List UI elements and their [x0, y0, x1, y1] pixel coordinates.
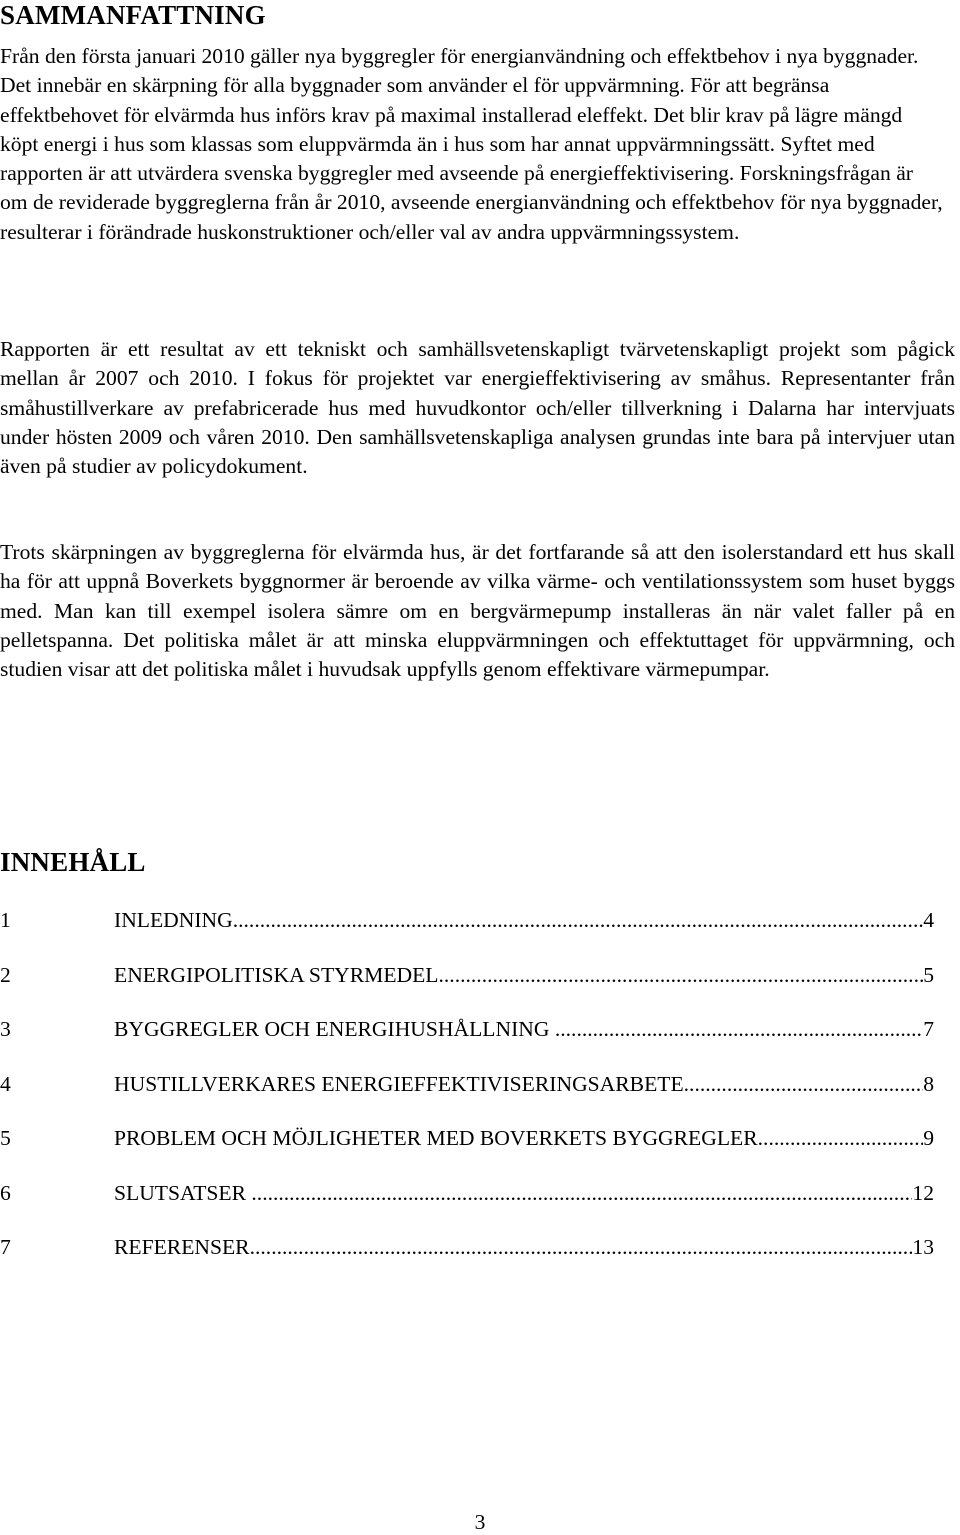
page-number: 3 [474, 1510, 486, 1534]
toc-entry-page: 8 [923, 1071, 934, 1096]
toc-dot-leader [439, 960, 924, 990]
toc-entry-page: 4 [923, 908, 934, 932]
toc-dot-leader [555, 1014, 923, 1044]
toc-entry-page: 5 [923, 962, 934, 987]
toc-heading: INNEHÅLL [0, 847, 146, 877]
toc-entry-2[interactable] [0, 960, 934, 1015]
toc-entry-3[interactable] [0, 1014, 934, 1069]
toc-entry-title: SLUTSATSER [114, 1180, 252, 1205]
toc-entry-number: 2 [0, 962, 11, 987]
toc-dot-leader [233, 905, 923, 935]
toc-entry-6[interactable] [0, 1178, 934, 1233]
toc-entry-title: HUSTILLVERKARES ENERGIEFFEKTIVISERINGSARBETE [114, 1071, 684, 1096]
toc-entry-title: PROBLEM OCH MÖJLIGHETER MED BOVERKETS BYGGREGLER [114, 1126, 758, 1150]
summary-paragraph-1: Från den första januari 2010 gäller nya byggregler för energianvändning och effektbehov i nya byggnader. Det innebär en skärpning för alla byggnader som använder el för uppvärmning. För att begränsa effektbehovet för elvärmda hus införs krav på maximal installerad eleffekt. Det blir krav på lägre mängd köpt energi i hus som klassas som eluppvärmda än i hus som har annat uppvärmningssätt. Syftet med rapporten är att utvärdera svenska byggregler med avseende på energieffektivisering. Forskningsfrågan är om de reviderade byggreglerna från år 2010, avseende energianvändning och effektbehov för nya byggnader, resulterar i förändrade huskonstruktioner och/eller val av andra uppvärmningssystem. [0, 44, 943, 244]
toc-entry-number: 7 [0, 1235, 11, 1259]
toc-entry-title: REFERENSER [114, 1235, 250, 1259]
toc-entry-number: 4 [0, 1071, 11, 1096]
toc-entry-number: 6 [0, 1180, 11, 1205]
summary-heading: SAMMANFATTNING [0, 0, 266, 30]
toc-entry-page: 13 [912, 1235, 934, 1259]
toc-dot-leader [758, 1123, 924, 1153]
summary-paragraph-3: Trots skärpningen av byggreglerna för elvärmda hus, är det fortfarande så att den isolerstandard ett hus skall ha för att uppnå Boverkets byggnormer är beroende av vilka värme- och ventilationssystem som huset byggs med. Man kan till exempel isolera sämre om en bergvärmepump installeras än när valet faller på en pelletspanna. Det politiska målet är att minska eluppvärmningen och effektuttaget för uppvärmning, och studien visar att det politiska målet i huvudsak uppfylls genom effektivare värmepumpar. [0, 540, 955, 682]
summary-paragraph-2: Rapporten är ett resultat av ett tekniskt och samhällsvetenskapligt tvärvetenskapligt projekt som pågick mellan år 2007 och 2010. I fokus för projektet var energieffektivisering av småhus. Representanter från småhustillverkare av prefabricerade hus med huvudkontor och/eller tillverkning i Dalarna har intervjuats under hösten 2009 och våren 2010. Den samhällsvetenskapliga analysen grundas inte bara på intervjuer utan även på studier av policydokument. [0, 337, 955, 479]
toc-entry-page: 9 [923, 1126, 934, 1150]
toc-entry-title: INLEDNING [114, 908, 233, 932]
toc-dot-leader [684, 1069, 924, 1099]
toc-entry-number: 3 [0, 1017, 11, 1041]
toc-entry-page: 12 [912, 1180, 934, 1205]
toc-entry-number: 1 [0, 908, 11, 932]
toc-entry-title: BYGGREGLER OCH ENERGIHUSHÅLLNING [114, 1017, 555, 1041]
toc-entry-page: 7 [923, 1017, 934, 1041]
toc-entry-1[interactable] [0, 905, 934, 960]
toc-entry-5[interactable] [0, 1123, 934, 1178]
toc-entry-4[interactable] [0, 1069, 934, 1124]
toc-entry-title: ENERGIPOLITISKA STYRMEDEL [114, 962, 439, 987]
toc-entry-7[interactable] [0, 1232, 934, 1287]
toc-dot-leader [250, 1232, 913, 1262]
toc-entry-number: 5 [0, 1126, 11, 1150]
toc-dot-leader [251, 1178, 912, 1208]
table-of-contents [0, 905, 934, 1287]
